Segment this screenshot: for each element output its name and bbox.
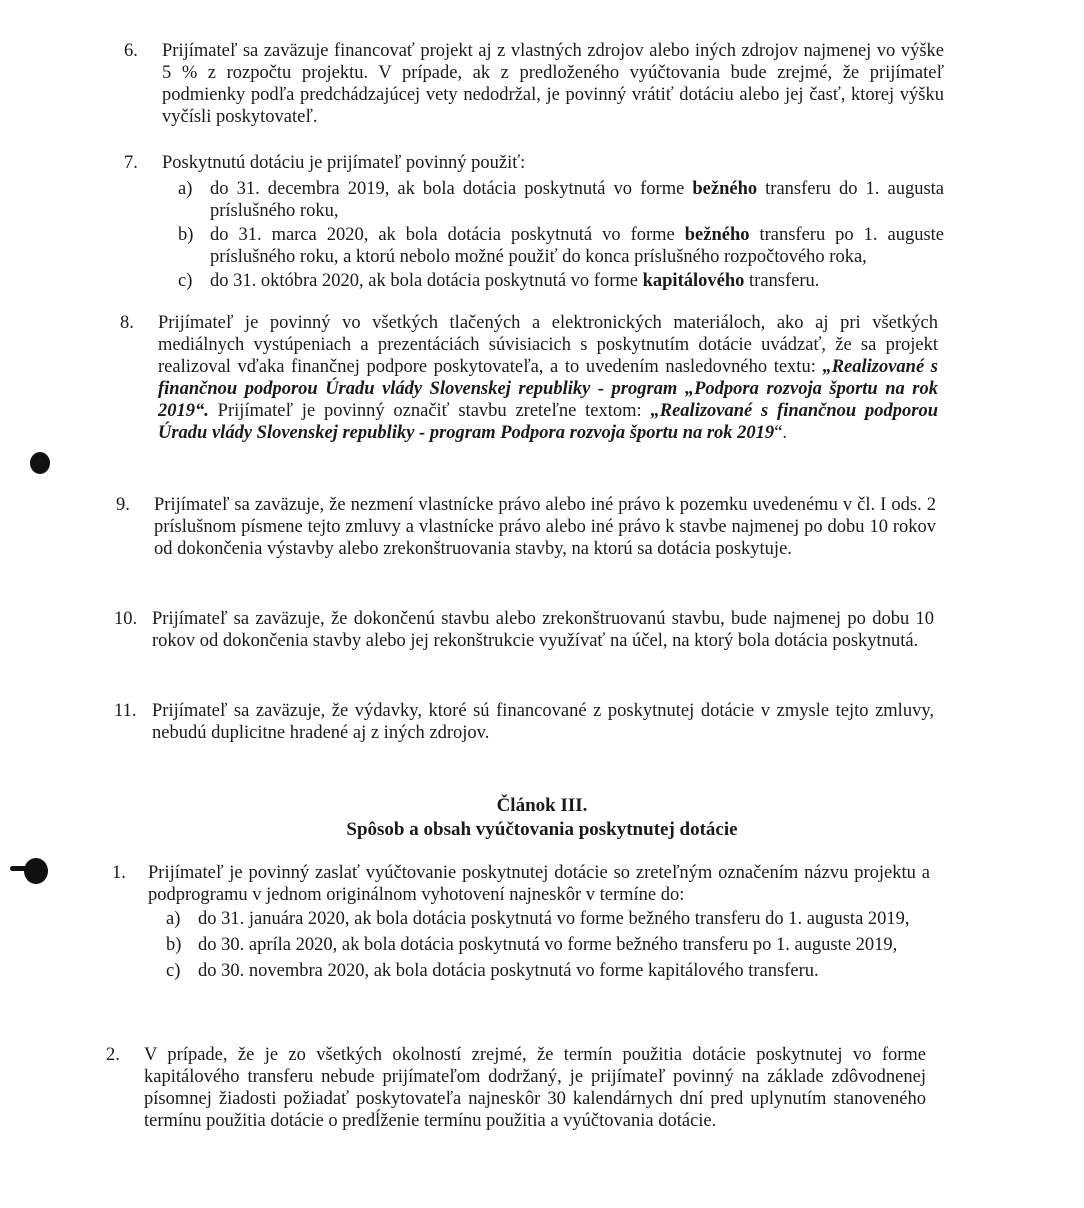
subclause-7a (178, 178, 944, 222)
subclause-text: do 30. apríla 2020, ak bola dotácia poskytnutá vo forme bežného transferu po 1. auguste 2019, (198, 935, 898, 955)
subclause-text-end: transferu. (744, 271, 820, 291)
clause-7 (118, 152, 944, 292)
subclause-bold-text: kapitálového (642, 271, 745, 291)
clause-text (158, 312, 938, 444)
subclause-text: do 31. marca 2020, ak bola dotácia poskytnutá vo forme (210, 225, 685, 245)
subclause-text: do 31. decembra 2019, ak bola dotácia poskytnutá vo forme (210, 179, 693, 199)
clause-8 (116, 312, 938, 444)
subclause-letter: b) (178, 225, 194, 245)
subclause-bold-text: bežného (684, 225, 750, 245)
clause-text: Prijímateľ sa zaväzuje financovať projekt aj z vlastných zdrojov alebo iných zdrojov najmenej vo výške 5 % z rozpočtu projektu. V prípade, ak z predloženého vyúčtovania bude zrejmé, že prijímateľ podmienky podľa predchádzajúcej vety nedodržal, je povinný vrátiť dotáciu alebo jej časť, ktorej výšku vyčísli poskytovateľ. (162, 41, 944, 127)
subclause-letter: c) (178, 271, 193, 291)
subclause-1b (166, 934, 930, 956)
article-title: Článok III. (496, 795, 588, 816)
clause-number: 7. (124, 153, 138, 173)
clause-text: Prijímateľ sa zaväzuje, že nezmení vlastnícke právo alebo iné právo k pozemku uvedenému v čl. I ods. 2 príslušnom písmene tejto zmluvy a vlastnícke právo alebo iné právo k stavbe najmenej po dobu 10 rokov od dokončenia výstavby alebo zrekonštruovania stavby, na ktorú sa dotácia poskytuje. (154, 495, 936, 559)
article3-clause-2 (106, 1044, 926, 1132)
punch-hole-mark (24, 858, 48, 884)
subclause-letter: a) (166, 909, 181, 929)
subclause-letter: a) (178, 179, 193, 199)
clause-number: 8. (120, 313, 134, 333)
subclause-7b (178, 224, 944, 268)
clause-number: 9. (116, 495, 130, 515)
subclause-1c (166, 960, 930, 982)
clause-text-part: Prijímateľ je povinný vo všetkých tlačených a elektronických materiáloch, ako aj pri všetkých mediálnych vystúpeniach a prezentáciách súvisiacich s poskytnutím dotácie uvádzať, že sa projekt realizoval vďaka finančnej podpore poskytovateľa, a to uvedením nasledovného textu: (158, 313, 938, 377)
clause-text: Prijímateľ sa zaväzuje, že dokončenú stavbu alebo zrekonštruovanú stavbu, bude najmenej po dobu 10 rokov od dokončenia stavby alebo jej rekonštrukcie využívať na účel, na ktorý bola dotácia poskytnutá. (152, 609, 934, 651)
clause-text: V prípade, že je zo všetkých okolností zrejmé, že termín použitia dotácie poskytnutej vo forme kapitálového transferu nebude prijímateľom dodržaný, je prijímateľ povinný na základe zdôvodnenej písomnej žiadosti požiadať poskytovateľa najneskôr 30 kalendárnych dní pred uplynutím stanoveného termínu použitia dotácie o predĺženie termínu použitia a vyúčtovania dotácie. (144, 1045, 926, 1131)
clause-text-part: Prijímateľ je povinný označiť stavbu zreteľne textom: (208, 401, 651, 421)
clause-6 (118, 40, 944, 128)
subclause-7c (178, 270, 944, 292)
clause-text: Prijímateľ je povinný zaslať vyúčtovanie poskytnutej dotácie so zreteľným označením názvu projektu a podprogramu v jednom originálnom vyhotovení najneskôr v termíne do: (148, 863, 930, 905)
clause-text: Poskytnutú dotáciu je prijímateľ povinný použiť: (162, 153, 526, 173)
clause-number: 1. (112, 863, 126, 883)
subclause-letter: c) (166, 961, 181, 981)
article3-clause-1 (108, 862, 930, 982)
punch-hole-mark (10, 866, 28, 871)
closing-quote-mark: “. (774, 423, 788, 443)
clause-10 (114, 608, 934, 652)
article-subtitle: Spôsob a obsah vyúčtovania poskytnutej dotácie (346, 819, 738, 840)
subclause-1a (166, 908, 930, 930)
clause-text: Prijímateľ sa zaväzuje, že výdavky, ktoré sú financované z poskytnutej dotácie v zmysle tejto zmluvy, nebudú duplicitne hradené aj z iných zdrojov. (152, 701, 934, 743)
subclause-bold-text: bežného (692, 179, 758, 199)
clause-9 (116, 494, 936, 560)
clause-number: 6. (124, 41, 138, 61)
subclause-letter: b) (166, 935, 182, 955)
required-text-quote: „Realizované s finančnou podporou Úradu vlády Slovenskej republiky - program Podpora rozvoja športu na rok 2019 (158, 401, 938, 443)
required-text-quote: „Realizované s finančnou podporou Úradu vlády Slovenskej republiky - program „Podpora rozvoja športu na rok 2019“. (158, 357, 938, 421)
clause-number: 2. (106, 1045, 120, 1065)
subclause-text: do 31. októbra 2020, ak bola dotácia poskytnutá vo forme (210, 271, 643, 291)
clause-11 (114, 700, 934, 744)
subclause-text: do 30. novembra 2020, ak bola dotácia poskytnutá vo forme kapitálového transferu. (198, 961, 819, 981)
subclause-text-end: transferu po 1. auguste príslušného roku, a ktorú nebolo možné použiť do konca príslušného rozpočtového roka, (210, 225, 944, 267)
clause-number: 10. (114, 609, 138, 629)
clause-number: 11. (114, 701, 137, 721)
punch-hole-mark (30, 452, 50, 474)
subclause-text-end: transferu do 1. augusta príslušného roku, (210, 179, 944, 221)
subclause-text: do 31. januára 2020, ak bola dotácia poskytnutá vo forme bežného transferu do 1. augusta 2019, (198, 909, 910, 929)
